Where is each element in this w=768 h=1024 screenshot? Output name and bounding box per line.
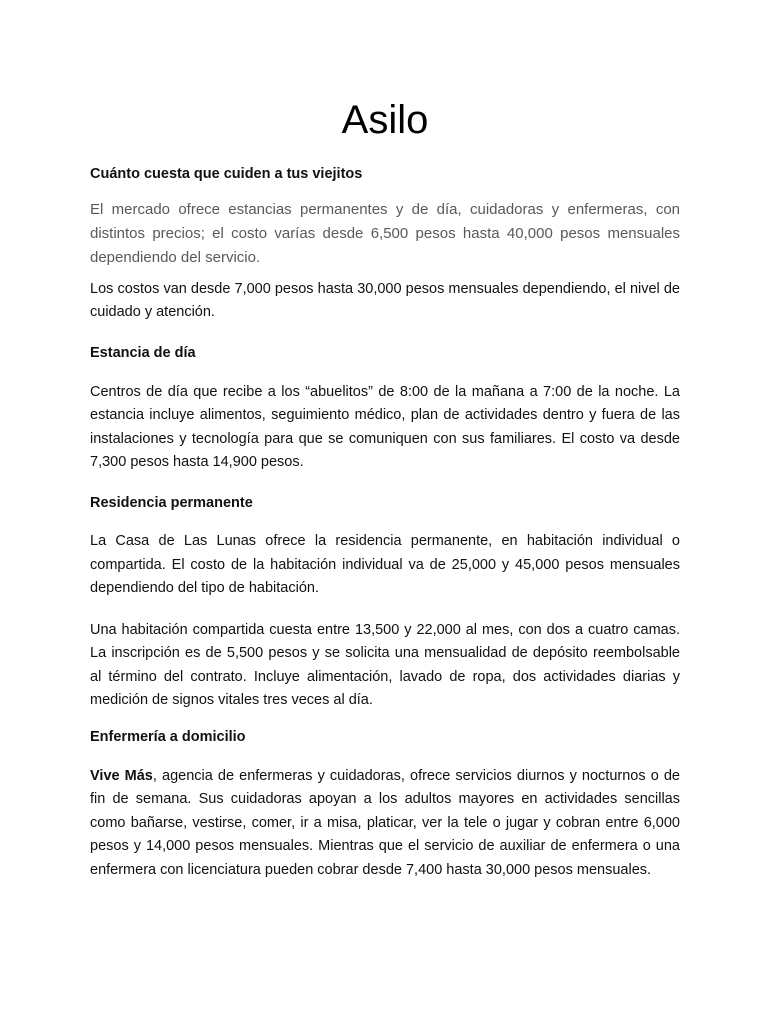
intro-paragraph: Los costos van desde 7,000 pesos hasta 30,000 pesos mensuales dependiendo, el nivel de cuidado y atención. [90, 280, 680, 321]
document-subtitle: Cuánto cuesta que cuiden a tus viejitos [90, 166, 363, 182]
document-page [90, 96, 680, 900]
section-enfermeria-a-domicilio [90, 727, 680, 882]
section-paragraph-text: , agencia de enfermeras y cuidadoras, ofrece servicios diurnos y nocturnos o de fin de semana. Sus cuidadoras apoyan a los adultos mayores en actividades sencillas como bañarse, vestirse, comer, ir a misa, platicar, ver la tele o jugar y cobran entre 6,000 pesos y 14,000 pesos mensuales. Mientras que el servicio de auxiliar de enfermera o una enfermera con licenciatura pueden cobrar desde 7,400 hasta 30,000 pesos mensuales. [90, 767, 680, 878]
section-heading: Residencia permanente [90, 494, 253, 511]
section-heading: Enfermería a domicilio [90, 728, 246, 745]
section-residencia-permanente [90, 493, 680, 713]
section-paragraph: La Casa de Las Lunas ofrece la residencia permanente, en habitación individual o compartida. El costo de la habitación individual va de 25,000 y 45,000 pesos mensuales dependiendo del tipo de habitación. [90, 533, 680, 597]
brand-name: Vive Más [90, 767, 153, 784]
section-estancia-de-dia [90, 343, 680, 475]
section-heading: Estancia de día [90, 344, 196, 361]
section-paragraph: Una habitación compartida cuesta entre 13,500 y 22,000 al mes, con dos a cuatro camas. La inscripción es de 5,500 pesos y se solicita una mensualidad de depósito reembolsable al término del contrato. Incluye alimentación, lavado de ropa, dos actividades diarias y medición de signos vitales tres veces al día. [90, 621, 680, 709]
document-title: Asilo [341, 98, 429, 142]
section-paragraph: Centros de día que recibe a los “abuelitos” de 8:00 de la mañana a 7:00 de la noche. La estancia incluye alimentos, seguimiento médico, plan de actividades dentro y fuera de las instalaciones y tecnología para que se comuniquen con sus familiares. El costo va desde 7,300 pesos hasta 14,900 pesos. [90, 383, 680, 470]
lead-paragraph: El mercado ofrece estancias permanentes y de día, cuidadoras y enfermeras, con distintos precios; el costo varías desde 6,500 pesos hasta 40,000 pesos mensuales dependiendo del servicio. [90, 200, 680, 266]
section-paragraph [90, 765, 680, 883]
